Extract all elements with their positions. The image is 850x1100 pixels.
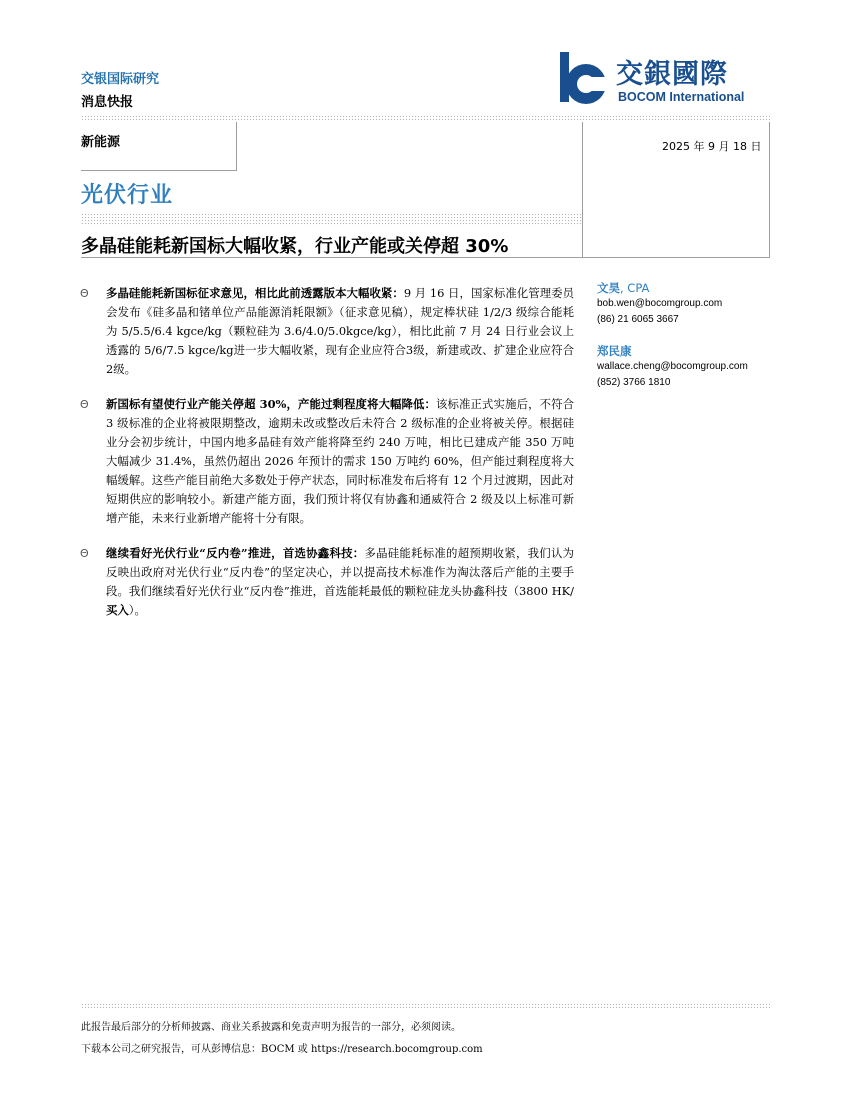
bullet-lead: 继续看好光伏行业“反内卷”推进，首选协鑫科技： (106, 546, 365, 560)
analyst-email[interactable]: bob.wen@bocomgroup.com (597, 298, 723, 309)
bullet-point (74, 284, 574, 379)
industry-divider (81, 213, 582, 226)
right-edge-border (769, 122, 770, 257)
analyst-phone: (852) 3766 1810 (597, 377, 671, 388)
footer-divider (81, 1003, 770, 1008)
report-date: 2025 年 9 月 18 日 (662, 140, 762, 153)
rating: 买入 (106, 603, 129, 617)
report-type: 消息快报 (81, 95, 134, 110)
logo-chinese-text: 交銀國際 (616, 59, 728, 90)
analyst-name: 郑民康 (597, 344, 632, 358)
headline-underline (81, 257, 770, 258)
bullet-marker-icon: Θ (80, 287, 89, 300)
bullet-body: 多晶硅能耗标准的超预期收紧，我们认为反映出政府对光伏行业“反内卷”的坚定决心，并以提高技术标准作为淘汰落后产能的主要手段。我们继续看好光伏行业“反内卷”推进，首选能耗最低的颗粒硅龙头协鑫科技（3800 HK/ (106, 546, 574, 598)
bullet-marker-icon: Θ (80, 398, 89, 411)
analyst-card (597, 343, 767, 391)
analyst-email[interactable]: wallace.cheng@bocomgroup.com (597, 361, 748, 372)
sector-box-right-border (236, 122, 237, 170)
bullet-body: 9 月 16 日，国家标准化管理委员会发布《硅多晶和锗单位产品能源消耗限额》（征求意见稿），规定棒状硅 1/2/3 级综合能耗为 5/5.5/6.4 kgce/kg（颗粒硅为 3.6/4.0/5.0kgce/kg），相比此前 7 月 24 日行业会议上透露的 5/6/7.5 kgce/kg进一步大幅收紧，现有企业应符合3级，新建或改、扩建企业应符合2级。 (106, 286, 574, 376)
industry-title: 光伏行业 (81, 183, 174, 208)
bullet-lead: 多晶硅能耗新国标征求意见，相比此前透露版本大幅收紧： (106, 286, 404, 300)
bullet-point (74, 544, 574, 620)
download-info[interactable]: 下载本公司之研究报告，可从彭博信息：BOCM 或 https://research.bocomgroup.com (81, 1044, 483, 1055)
brand-name: 交银国际研究 (81, 72, 160, 87)
bullet-lead: 新国标有望使行业产能关停超 30%，产能过剩程度将大幅降低： (106, 397, 437, 411)
bullet-marker-icon: Θ (80, 547, 89, 560)
bocom-logo-mark-icon (556, 50, 612, 108)
sector-label: 新能源 (81, 135, 121, 150)
bullet-tail: ）。 (128, 603, 146, 617)
header-divider (81, 115, 770, 120)
sector-box-bottom-border (81, 170, 237, 171)
logo-english-text: BOCOM International (618, 90, 745, 104)
analyst-card (597, 280, 767, 328)
key-points (74, 284, 574, 636)
analyst-name: 文昊, CPA (597, 281, 650, 295)
right-column-divider (582, 122, 583, 257)
headline: 多晶硅能耗新国标大幅收紧，行业产能或关停超 30% (81, 236, 509, 257)
analyst-phone: (86) 21 6065 3667 (597, 314, 679, 325)
disclaimer-text: 此报告最后部分的分析师披露、商业关系披露和免责声明为报告的一部分，必须阅读。 (81, 1022, 461, 1033)
bullet-body: 该标准正式实施后，不符合 3 级标准的企业将被限期整改，逾期未改或整改后未符合 2 级标准的企业将被关停。根据硅业分会初步统计，中国内地多晶硅有效产能将降至约 240 万吨，相比已建成产能 350 万吨大幅减少 31.4%，虽然仍超出 2026 年预计的需求 150 万吨约 60%，但产能过剩程度将大幅缓解。这些产能目前绝大多数处于停产状态，同时标准发布后将有 12 个月过渡期，因此对短期供应的影响较小。新建产能方面，我们预计将仅有协鑫和通威符合 2 级及以上标准可新增产能，未来行业新增产能将十分有限。 (106, 397, 574, 525)
bullet-point (74, 395, 574, 528)
